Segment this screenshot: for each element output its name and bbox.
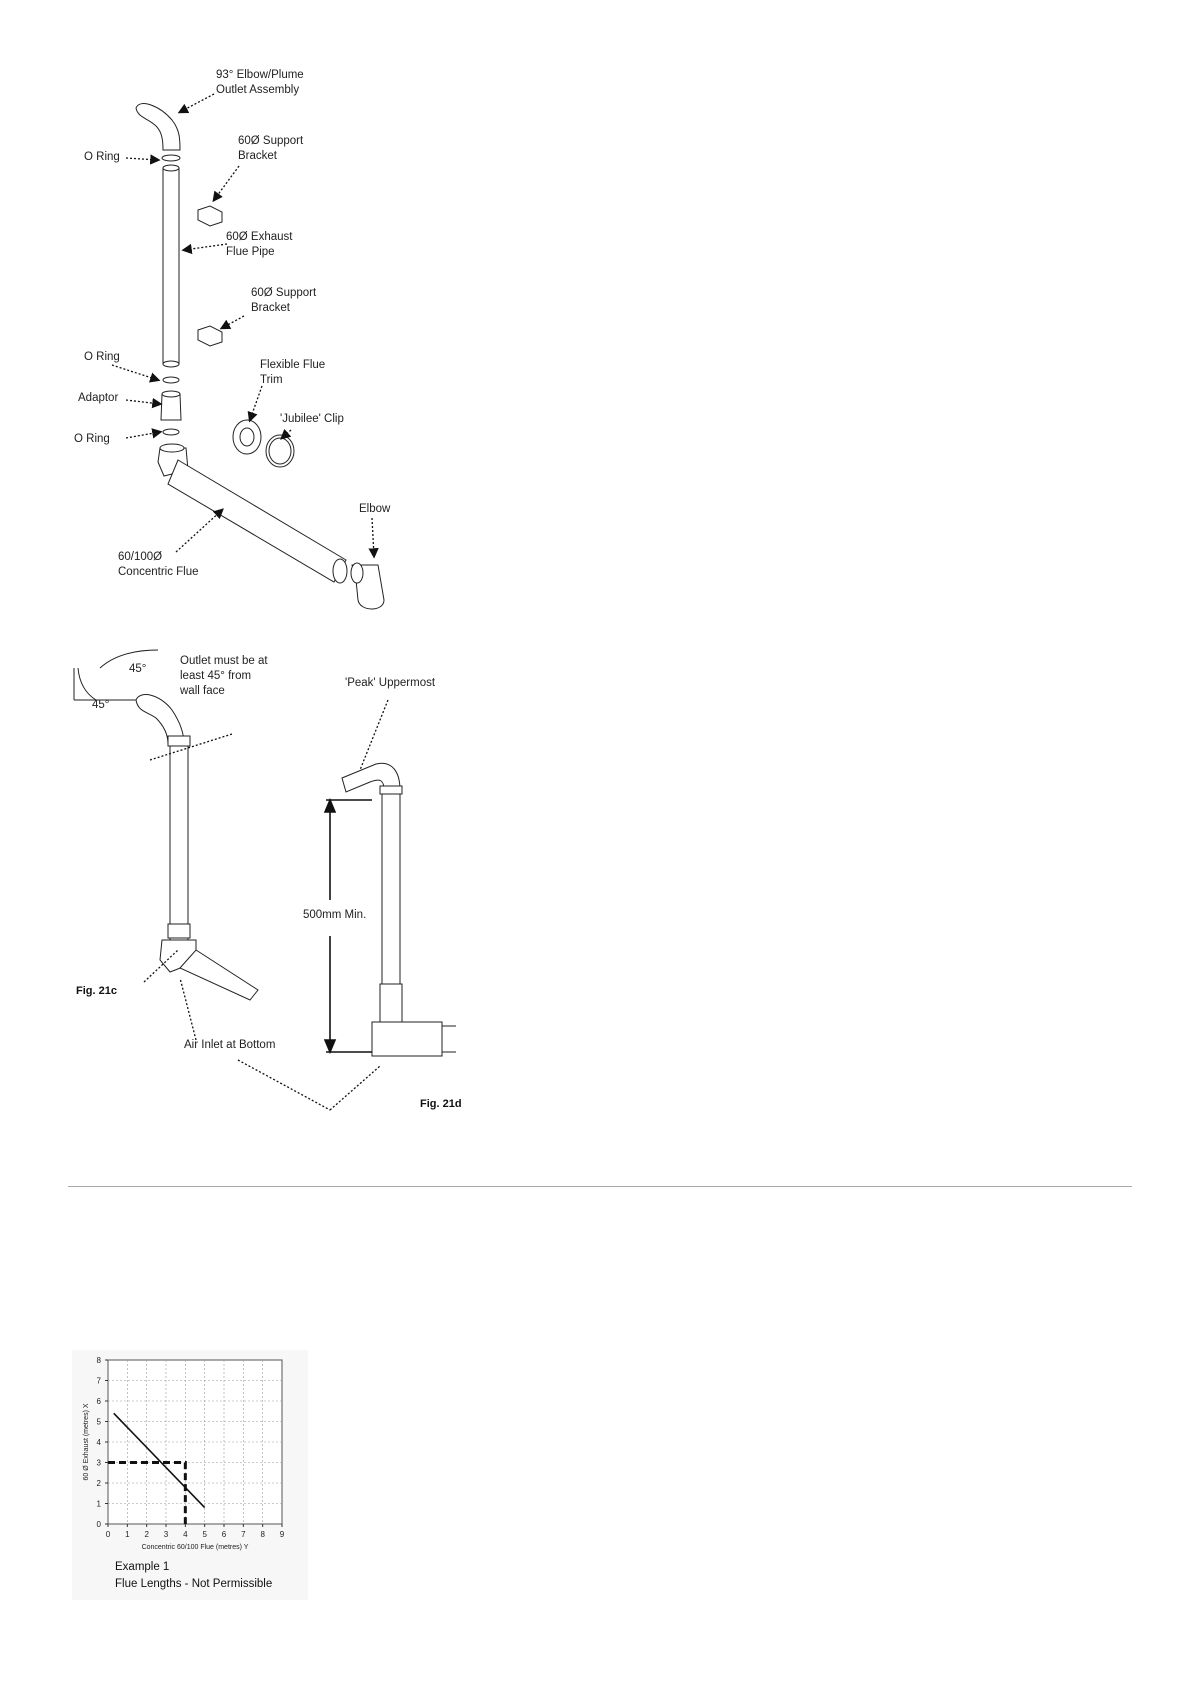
min-height-label: 500mm Min. — [303, 909, 367, 921]
label-elbow-plume: 93° Elbow/Plume Outlet Assembly — [216, 69, 304, 96]
angle-label-b: 45° — [92, 699, 110, 711]
label-exhaust-pipe: 60Ø Exhaust Flue Pipe — [226, 231, 293, 258]
flue-length-chart — [72, 1350, 308, 1600]
y-tick-label: 4 — [96, 1438, 101, 1447]
section-divider — [68, 1186, 1132, 1187]
label-concentric-flue: 60/100Ø Concentric Flue — [118, 551, 199, 578]
label-o-ring-bottom: O Ring — [74, 433, 110, 445]
chart-svg — [72, 1350, 308, 1600]
label-flexible-trim: Flexible Flue Trim — [260, 359, 326, 386]
chart-caption-note: Flue Lengths - Not Permissible — [115, 1578, 273, 1590]
x-tick-label: 5 — [202, 1530, 207, 1539]
y-tick-label: 6 — [96, 1397, 101, 1406]
outlet-note: Outlet must be at least 45° from wall face — [180, 655, 268, 697]
label-elbow: Elbow — [359, 503, 391, 515]
x-tick-label: 2 — [144, 1530, 149, 1539]
fig21d-pipe — [382, 790, 400, 990]
label-support-bracket-top: 60Ø Support Bracket — [238, 135, 304, 162]
x-axis-label: Concentric 60/100 Flue (metres) Y — [141, 1544, 249, 1551]
x-tick-label: 7 — [241, 1530, 246, 1539]
air-inlet-label: Air Inlet at Bottom — [184, 1039, 276, 1051]
fig21c-pipe — [170, 744, 188, 940]
x-tick-label: 8 — [260, 1530, 265, 1539]
x-tick-label: 4 — [183, 1530, 188, 1539]
y-tick-label: 1 — [96, 1499, 101, 1509]
label-adaptor: Adaptor — [78, 392, 119, 404]
y-tick-label: 3 — [96, 1458, 101, 1468]
peak-uppermost-label: 'Peak' Uppermost — [345, 677, 436, 689]
label-o-ring-top: O Ring — [84, 151, 120, 163]
angle-label-a: 45° — [129, 663, 147, 675]
fig21d-terminal — [372, 1022, 442, 1056]
x-tick-label: 0 — [105, 1530, 111, 1539]
y-tick-label: 2 — [96, 1479, 101, 1488]
y-tick-label: 0 — [96, 1520, 101, 1529]
label-jubilee-clip: 'Jubilee' Clip — [280, 413, 344, 425]
label-o-ring-middle: O Ring — [84, 351, 120, 363]
x-tick-label: 6 — [221, 1530, 227, 1539]
y-tick-label: 8 — [96, 1356, 101, 1365]
x-tick-label: 9 — [279, 1530, 285, 1539]
fig21c-caption: Fig. 21c — [76, 985, 117, 997]
label-support-bracket-bottom: 60Ø Support Bracket — [251, 287, 317, 314]
y-axis-label: 60 Ø Exhaust (metres) X — [83, 1403, 90, 1481]
chart-caption-example: Example 1 — [115, 1561, 170, 1573]
x-tick-label: 3 — [163, 1530, 169, 1539]
x-tick-label: 1 — [125, 1530, 130, 1539]
y-tick-label: 5 — [96, 1417, 101, 1427]
plot-area — [108, 1360, 282, 1524]
y-tick-label: 7 — [96, 1376, 101, 1386]
fig21d-caption: Fig. 21d — [420, 1098, 462, 1110]
